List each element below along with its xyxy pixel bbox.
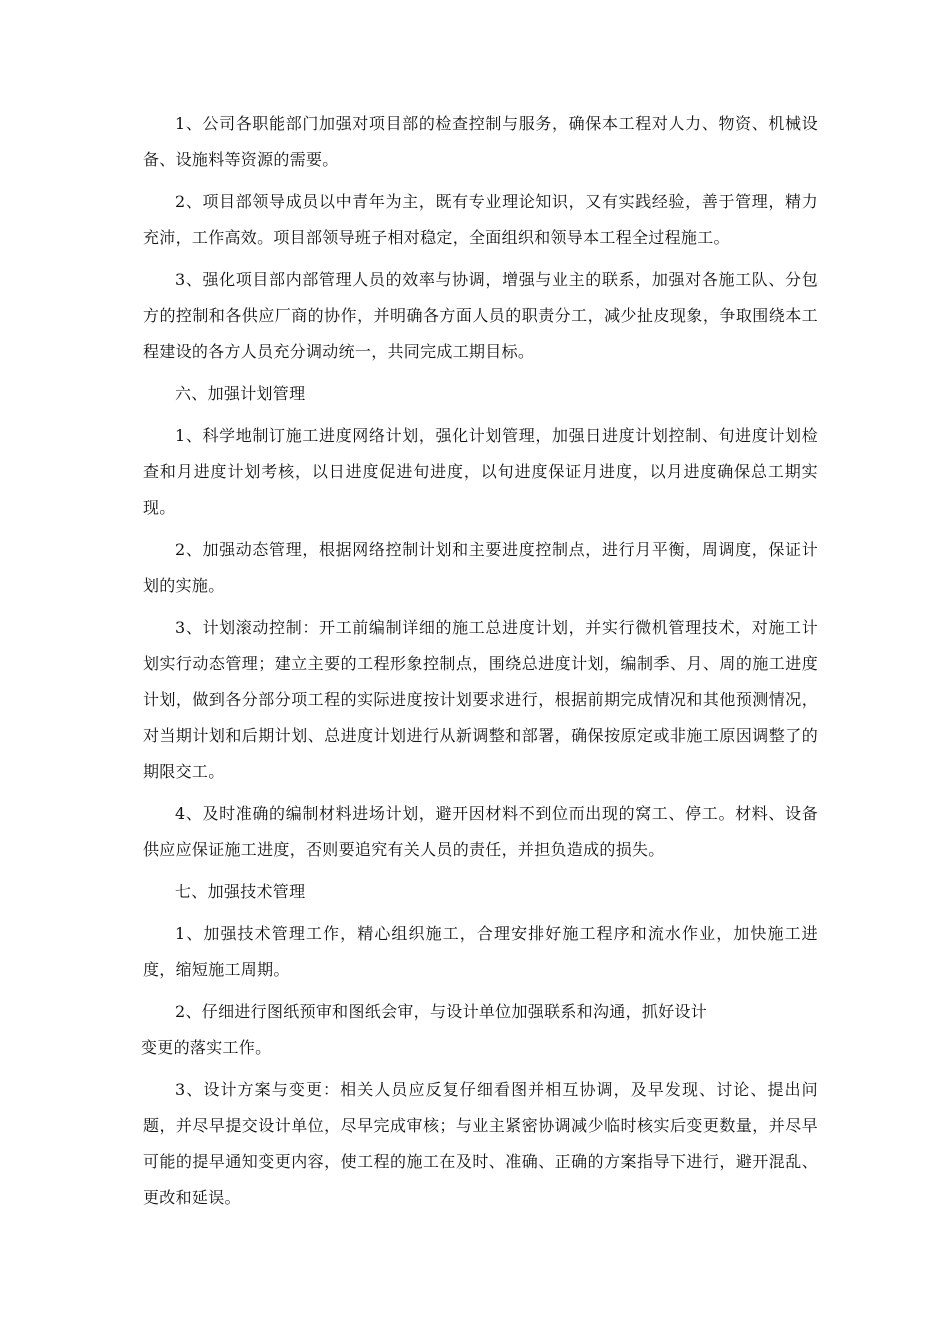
paragraph-network-plan: 1、科学地制订施工进度网络计划，强化计划管理，加强日进度计划控制、旬进度计划检查和月进度计划考核，以日进度促进旬进度，以旬进度保证月进度，以月进度确保总工期实现。 [143,426,818,517]
paragraph-rolling-control: 3、计划滚动控制：开工前编制详细的施工总进度计划，并实行微机管理技术，对施工计划实行动态管理；建立主要的工程形象控制点，围绕总进度计划，编制季、月、周的施工进度计划，做到各分部分项工程的实际进度按计划要求进行，根据前期完成情况和其他预测情况，对当期计划和后期计划、总进度计划进行从新调整和部署，确保按原定或非施工原因调整了的期限交工。 [143,618,818,781]
paragraph-resource-support: 1、公司各职能部门加强对项目部的检查控制与服务，确保本工程对人力、物资、机械设备、设施料等资源的需要。 [143,114,818,169]
paragraph-drawing-review [143,994,818,1066]
paragraph-drawing-review-line-2: 变更的落实工作。 [141,1038,272,1057]
section-heading-plan-management: 六、加强计划管理 [175,384,306,403]
section-heading-technical-management: 七、加强技术管理 [175,882,306,901]
paragraph-project-leadership: 2、项目部领导成员以中青年为主，既有专业理论知识，又有实践经验，善于管理，精力充沛，工作高效。项目部领导班子相对稳定，全面组织和领导本工程全过程施工。 [143,192,818,247]
paragraph-drawing-review-line-1: 2、仔细进行图纸预审和图纸会审，与设计单位加强联系和沟通，抓好设计 [175,1002,708,1021]
paragraph-design-change: 3、设计方案与变更：相关人员应反复仔细看图并相互协调，及早发现、讨论、提出问题，并尽早提交设计单位，尽早完成审核；与业主紧密协调减少临时核实后变更数量，并尽早可能的提早通知变更内容，使工程的施工在及时、准确、正确的方案指导下进行，避开混乱、更改和延误。 [143,1080,818,1207]
paragraph-dynamic-management: 2、加强动态管理，根据网络控制计划和主要进度控制点，进行月平衡，周调度，保证计划的实施。 [143,540,818,595]
document-body [143,106,818,1222]
paragraph-technical-work: 1、加强技术管理工作，精心组织施工，合理安排好施工程序和流水作业，加快施工进度，缩短施工周期。 [143,924,818,979]
paragraph-coordination: 3、强化项目部内部管理人员的效率与协调，增强与业主的联系，加强对各施工队、分包方的控制和各供应厂商的协作，并明确各方面人员的职责分工，减少扯皮现象，争取围绕本工程建设的各方人员充分调动统一，共同完成工期目标。 [143,270,818,361]
paragraph-material-plan: 4、及时准确的编制材料进场计划，避开因材料不到位而出现的窝工、停工。材料、设备供应应保证施工进度，否则要追究有关人员的责任，并担负造成的损失。 [143,804,818,859]
